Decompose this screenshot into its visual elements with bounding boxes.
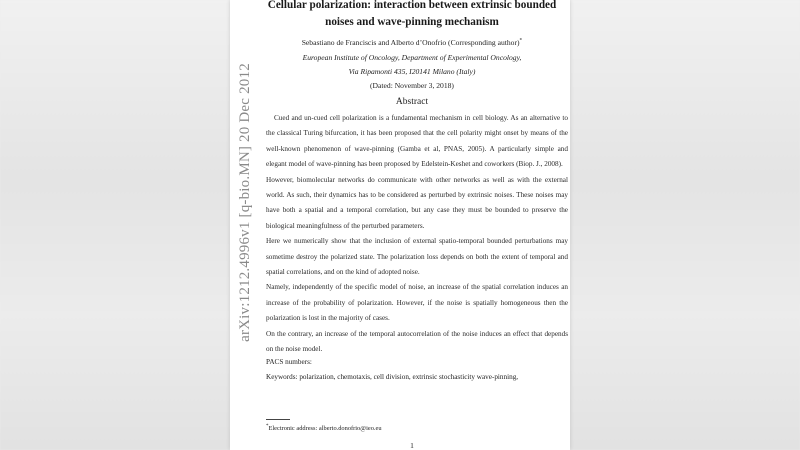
paper-title-line-1: Cellular polarization: interaction between extrinsic bounded <box>267 0 557 11</box>
footnote <box>266 422 382 433</box>
author-footnote-mark: * <box>519 37 523 44</box>
footnote-rule <box>266 419 290 420</box>
affiliation-line-1: European Institute of Oncology, Department of Experimental Oncology, <box>302 53 522 62</box>
keywords: Keywords: polarization, chemotaxis, cell division, extrinsic stochasticity wave-pinning, <box>266 373 519 381</box>
abstract-paragraph: Cued and un-cued cell polarization is a fundamental mechanism in cell biology. As an alternative to the classical Turing bifurcation, it has been proposed that the cell polarity might onset by means of the well-known phenomenon of wave-pinning (Gamba et al, PNAS, 2005). A particularly simple and elegant model of wave-pinning has been proposed by Edelstein-Keshet and coworkers (Biop. J., 2008). <box>266 114 568 169</box>
arxiv-stamp-text: arXiv:1212.4996v1 [q-bio.MN] 20 Dec 2012 <box>236 63 253 342</box>
affiliation-line-2: Via Ripamonti 435, I20141 Milano (Italy) <box>348 67 476 76</box>
paper-title-line-2: noises and wave-pinning mechanism <box>325 16 499 28</box>
abstract-paragraph: Namely, independently of the specific model of noise, an increase of the spatial correlation induces an increase of the probability of polarization. However, if the noise is spatially homogeneous then the polarization is lost in the majority of cases. <box>266 283 568 323</box>
authors <box>262 38 562 48</box>
arxiv-stamp <box>236 63 254 342</box>
footnote-text: Electronic address: alberto.donofrio@ieo.eu <box>268 425 382 433</box>
pacs-numbers: PACS numbers: <box>266 358 312 366</box>
abstract-paragraph: On the contrary, an increase of the temporal autocorrelation of the noise induces an effect that depends on the noise model. <box>266 329 568 354</box>
background-right <box>570 0 800 450</box>
page-number: 1 <box>410 441 414 450</box>
abstract-paragraph: Here we numerically show that the inclusion of external spatio-temporal bounded perturbations may sometime destroy the polarized state. The polarization loss depends on both the extent of temporal and spatial correlations, and on the kind of adopted noise. <box>266 237 568 277</box>
dated: (Dated: November 3, 2018) <box>370 81 454 90</box>
abstract-paragraph: However, biomolecular networks do communicate with other networks as well as with the external world. As such, their dynamics has to be considered as perturbed by extrinsic noises. These noises may have both a spatial and a temporal correlation, but any case they must be bounded to preserve the biological meaningfulness of the perturbed parameters. <box>266 175 568 230</box>
authors-text: Sebastiano de Franciscis and Alberto d’Onofrio (Corresponding author) <box>301 38 520 47</box>
background-left <box>0 0 230 450</box>
footnote-mark: * <box>266 424 269 429</box>
abstract-heading: Abstract <box>395 97 429 107</box>
abstract-body <box>266 111 568 358</box>
